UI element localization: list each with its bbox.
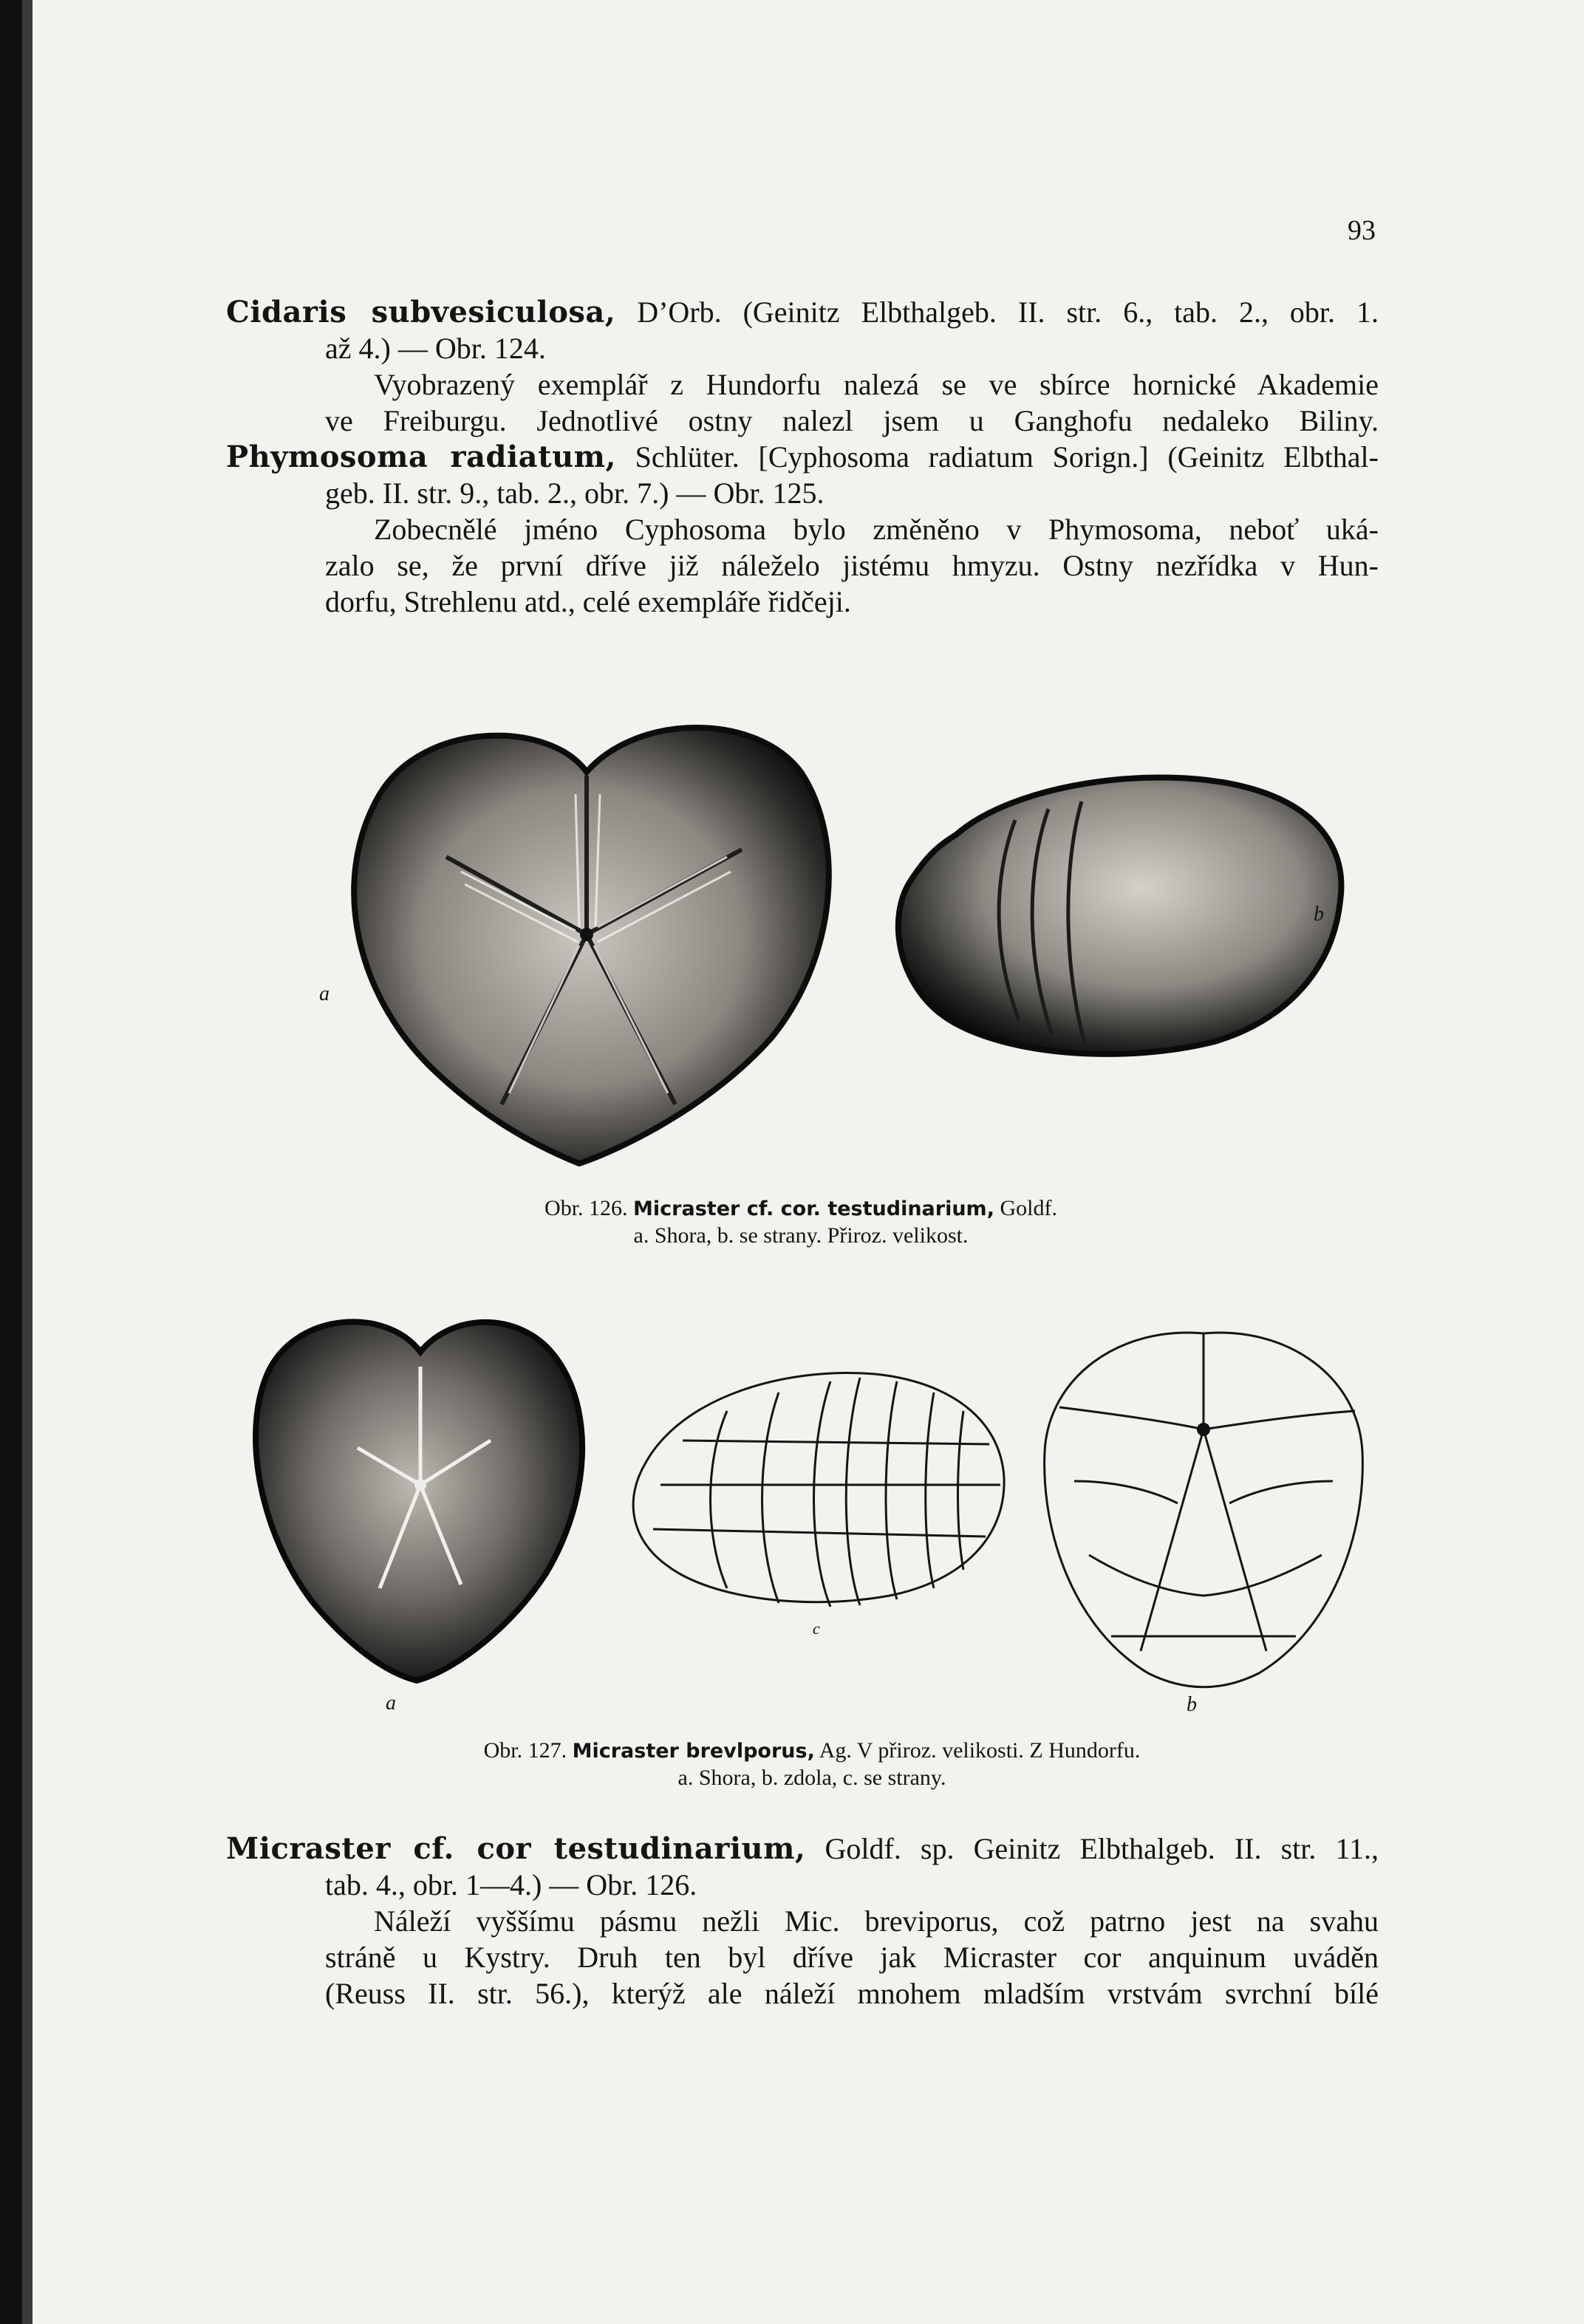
caption-figure-number: Obr. 126.: [544, 1196, 628, 1220]
paragraph-line: Zobecnělé jméno Cyphosoma bylo změněno v Phymosoma, neboť uká-: [374, 513, 1379, 546]
figure-label-b: b: [1314, 903, 1324, 926]
paragraph-line: dorfu, Strehlenu atd., celé exempláře řidčeji.: [325, 585, 851, 618]
caption-author: Goldf.: [1000, 1196, 1057, 1220]
species-title: Phymosoma radiatum,: [226, 440, 616, 474]
figure-label-a: a: [319, 982, 330, 1005]
species-reference: D’Orb. (Geinitz Elbthalgeb. II. str. 6., tab. 2., obr. 1.: [637, 295, 1379, 329]
caption-line: [358, 1737, 1266, 1765]
figure-126a-illustration: [328, 691, 845, 1178]
caption-details: Ag. V přiroz. velikosti. Z Hundorfu.: [819, 1738, 1141, 1763]
paragraph-line: (Reuss II. str. 56.), kterýž ale náleží mnohem mladším vrstvám svrchní bílé: [325, 1977, 1379, 2010]
caption-figure-number: Obr. 127.: [483, 1738, 567, 1763]
figure-126-caption: [468, 1195, 1133, 1249]
page-number: 93: [1348, 215, 1376, 246]
caption-line: a. Shora, b. zdola, c. se strany.: [677, 1766, 946, 1790]
species-reference-continued: až 4.) — Obr. 124.: [325, 332, 546, 365]
figure-127c-illustration: [616, 1352, 1015, 1625]
entry-heading-line: [226, 294, 1379, 330]
figure-127b-illustration: [1030, 1311, 1377, 1695]
paragraph-line: Náleží vyššímu pásmu nežli Mic. breviporus, což patrno jest na svahu: [374, 1904, 1379, 1938]
entry-cidaris: [226, 294, 1379, 439]
species-reference-continued: tab. 4., obr. 1—4.) — Obr. 126.: [325, 1868, 697, 1901]
paragraph-line: ve Freiburgu. Jednotlivé ostny nalezl jsem u Ganghofu nedaleko Biliny.: [325, 404, 1379, 437]
book-page: [33, 0, 1584, 2324]
figure-126b-illustration: [890, 768, 1348, 1071]
paragraph-line: stráně u Kystry. Druh ten byl dříve jak Micraster cor anquinum uváděn: [325, 1941, 1379, 1974]
species-title: Cidaris subvesiculosa,: [226, 295, 616, 329]
figure-label-c: c: [813, 1619, 820, 1638]
entry-phymosoma: [226, 439, 1379, 620]
paragraph-line: Vyobrazený exemplář z Hundorfu nalezá se ve sbírce hornické Akademie: [374, 368, 1379, 401]
caption-line: [468, 1195, 1133, 1223]
entry-heading-line: [226, 1831, 1379, 1867]
entry-micraster: [226, 1831, 1379, 2012]
figure-127a-illustration: [247, 1300, 594, 1684]
species-title: Micraster cf. cor testudinarium,: [226, 1831, 806, 1866]
figure-127-caption: [358, 1737, 1266, 1791]
entry-heading-line: [226, 439, 1379, 475]
figure-label-b: b: [1187, 1693, 1197, 1716]
species-reference-continued: geb. II. str. 9., tab. 2., obr. 7.) — Obr. 125.: [325, 476, 825, 510]
caption-line: a. Shora, b. se strany. Přiroz. velikost.: [633, 1223, 969, 1248]
caption-species-name: Micraster brevlporus,: [572, 1740, 815, 1763]
species-reference: Goldf. sp. Geinitz Elbthalgeb. II. str. 11.,: [825, 1832, 1379, 1865]
figure-label-a: a: [386, 1692, 396, 1715]
scan-left-edge: [0, 0, 33, 2324]
paragraph-line: zalo se, že první dříve již náleželo jistému hmyzu. Ostny nezřídka v Hun-: [325, 549, 1379, 582]
caption-species-name: Micraster cf. cor. testudinarium,: [633, 1197, 994, 1220]
species-reference: Schlüter. [Cyphosoma radiatum Sorign.] (Geinitz Elbthal-: [635, 440, 1379, 474]
